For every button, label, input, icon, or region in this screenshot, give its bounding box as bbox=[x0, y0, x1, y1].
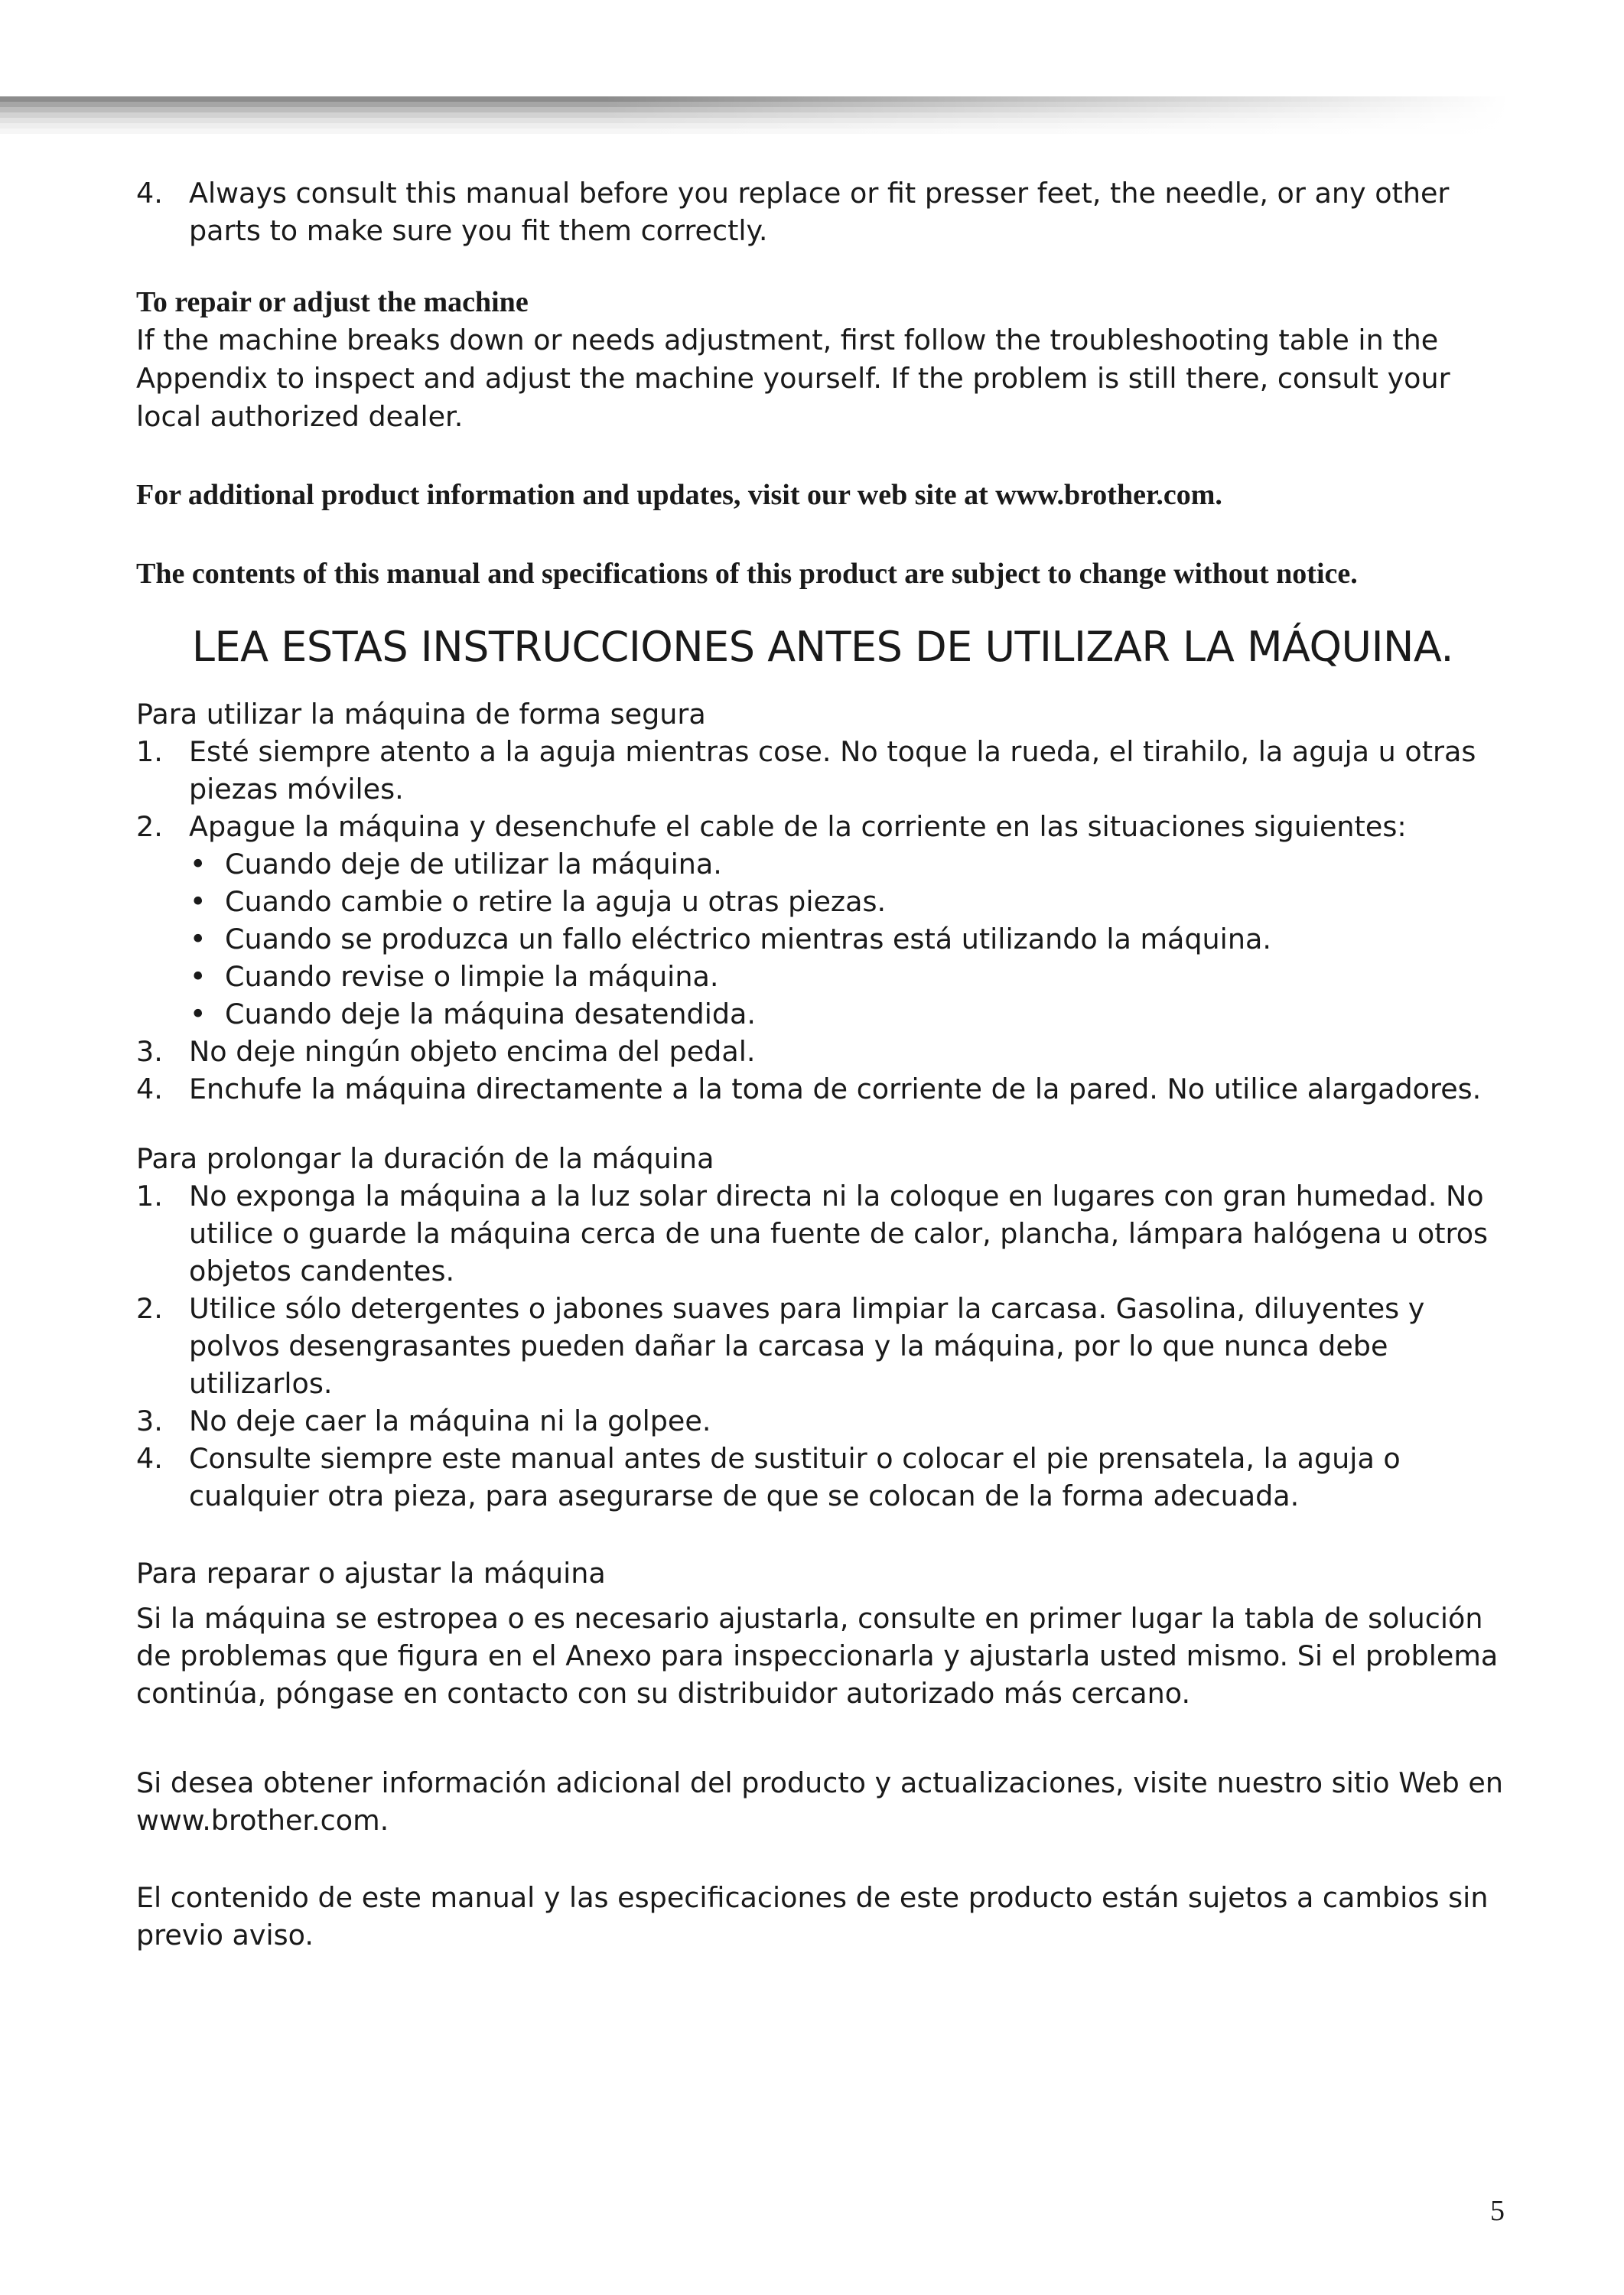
item-text: Esté siempre atento a la aguja mientras cose. No toque la rueda, el tirahilo, la aguja u otras piezas móviles. bbox=[189, 735, 1476, 806]
bullet-text: Cuando cambie o retire la aguja u otras piezas. bbox=[225, 885, 887, 918]
item-number: 4. bbox=[136, 1442, 163, 1475]
bullet-item bbox=[136, 920, 1509, 958]
safe-item-1 bbox=[136, 733, 1509, 808]
bullet-dot: • bbox=[190, 960, 207, 993]
bullet-text: Cuando revise o limpie la máquina. bbox=[225, 960, 719, 993]
item-text: Always consult this manual before you replace or fit presser feet, the needle, or any other parts to make sure you fit them correctly. bbox=[189, 177, 1450, 247]
bullet-text: Cuando deje de utilizar la máquina. bbox=[225, 848, 722, 881]
safe-item-3 bbox=[136, 1033, 1509, 1070]
bullet-text: Cuando deje la máquina desatendida. bbox=[225, 998, 756, 1030]
header-stripe bbox=[0, 129, 1508, 134]
page-content bbox=[136, 174, 1509, 1954]
bullet-item bbox=[136, 958, 1509, 995]
english-item-4 bbox=[136, 174, 1509, 249]
item-number: 4. bbox=[136, 177, 163, 210]
bullet-item bbox=[136, 995, 1509, 1033]
item-number: 3. bbox=[136, 1405, 163, 1437]
item-text: Utilice sólo detergentes o jabones suaves para limpiar la carcasa. Gasolina, diluyentes y polvos desengrasantes pueden dañar la carcasa y la máquina, por lo que nunca debe utilizarlos. bbox=[189, 1292, 1425, 1400]
item-number: 2. bbox=[136, 810, 163, 843]
safe-item-4 bbox=[136, 1070, 1509, 1108]
english-repair-title: To repair or adjust the machine bbox=[136, 286, 529, 318]
prolong-item-2 bbox=[136, 1290, 1509, 1402]
spanish-repair-title: Para reparar o ajustar la máquina bbox=[136, 1557, 606, 1590]
bullet-dot: • bbox=[190, 885, 207, 918]
header-stripe bbox=[0, 107, 1508, 112]
safe-item-2 bbox=[136, 808, 1509, 845]
bullet-item bbox=[136, 883, 1509, 920]
spanish-notice: El contenido de este manual y las especificaciones de este producto están sujetos a cambios sin previo aviso. bbox=[136, 1881, 1489, 1952]
item-text: No deje ningún objeto encima del pedal. bbox=[189, 1035, 756, 1068]
english-repair-text: If the machine breaks down or needs adjustment, first follow the troubleshooting table in the Appendix to inspect and adjust the machine yourself. If the problem is still there, consult your local authorized dealer. bbox=[136, 324, 1450, 433]
header-stripe bbox=[0, 96, 1508, 102]
english-additional-info: For additional product information and updates, visit our web site at www.brother.com. bbox=[136, 479, 1222, 511]
item-number: 2. bbox=[136, 1292, 163, 1325]
bullet-dot: • bbox=[190, 848, 207, 881]
bullet-dot: • bbox=[190, 998, 207, 1030]
header-gradient-bar bbox=[0, 96, 1508, 139]
bullet-item bbox=[136, 845, 1509, 883]
header-stripe bbox=[0, 123, 1508, 129]
item-text: Consulte siempre este manual antes de sustituir o colocar el pie prensatela, la aguja o cualquier otra pieza, para asegurarse de que se colocan de la forma adecuada. bbox=[189, 1442, 1401, 1512]
item-number: 4. bbox=[136, 1073, 163, 1105]
item-number: 1. bbox=[136, 1180, 163, 1213]
prolong-title: Para prolongar la duración de la máquina bbox=[136, 1142, 714, 1175]
item-text: Apague la máquina y desenchufe el cable de la corriente en las situaciones siguientes: bbox=[189, 810, 1407, 843]
item-text: Enchufe la máquina directamente a la toma de corriente de la pared. No utilice alargadores. bbox=[189, 1073, 1482, 1105]
spanish-additional-info: Si desea obtener información adicional del producto y actualizaciones, visite nuestro sitio Web en www.brother.com. bbox=[136, 1766, 1503, 1837]
bullet-text: Cuando se produzca un fallo eléctrico mientras está utilizando la máquina. bbox=[225, 923, 1271, 955]
header-stripe bbox=[0, 134, 1508, 139]
header-stripe bbox=[0, 118, 1508, 123]
spanish-repair-text: Si la máquina se estropea o es necesario ajustarla, consulte en primer lugar la tabla de solución de problemas que figura en el Anexo para inspeccionarla y ajustarla usted mismo. Si el problema continúa, póngase en contacto con su distribuidor autorizado más cercano. bbox=[136, 1602, 1499, 1710]
header-stripe bbox=[0, 112, 1508, 118]
prolong-item-4 bbox=[136, 1440, 1509, 1515]
bullet-dot: • bbox=[190, 923, 207, 955]
english-notice: The contents of this manual and specifications of this product are subject to change without notice. bbox=[136, 558, 1358, 590]
item-text: No exponga la máquina a la luz solar directa ni la coloque en lugares con gran humedad. No utilice o guarde la máquina cerca de una fuente de calor, plancha, lámpara halógena u otros objetos candentes. bbox=[189, 1180, 1489, 1287]
item-number: 1. bbox=[136, 735, 163, 768]
safe-use-title: Para utilizar la máquina de forma segura bbox=[136, 698, 706, 731]
page-number: 5 bbox=[1490, 2195, 1505, 2227]
item-text: No deje caer la máquina ni la golpee. bbox=[189, 1405, 711, 1437]
spanish-heading: LEA ESTAS INSTRUCCIONES ANTES DE UTILIZAR LA MÁQUINA. bbox=[191, 623, 1454, 671]
prolong-item-1 bbox=[136, 1177, 1509, 1290]
item-number: 3. bbox=[136, 1035, 163, 1068]
header-stripe bbox=[0, 102, 1508, 107]
prolong-item-3 bbox=[136, 1402, 1509, 1440]
